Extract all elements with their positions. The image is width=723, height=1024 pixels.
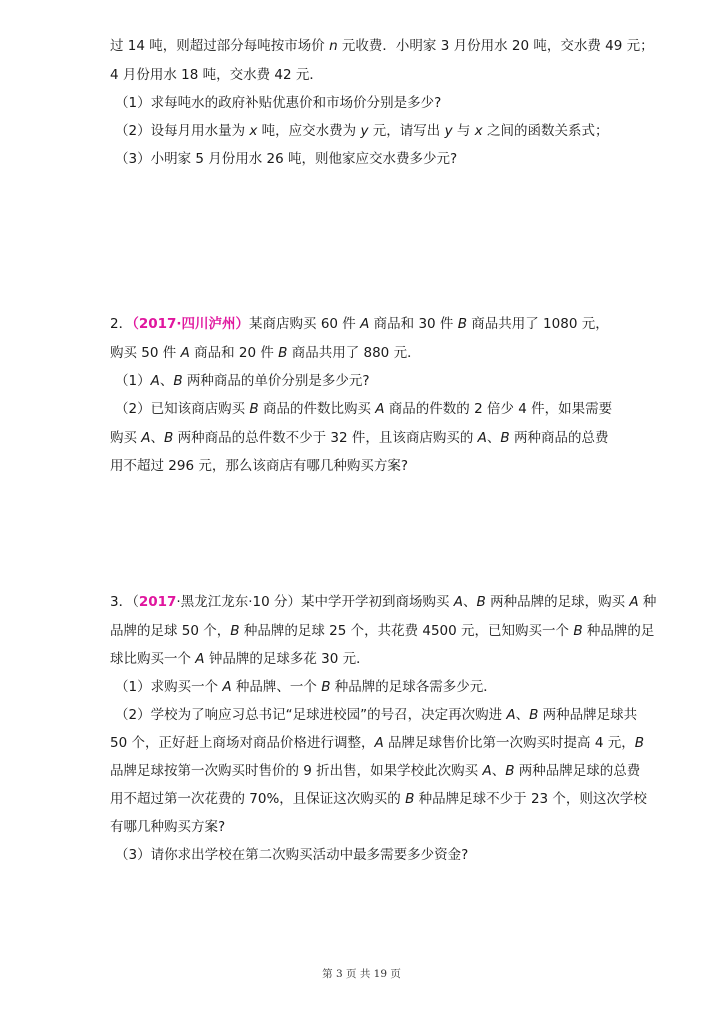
- text: 与: [452, 123, 475, 139]
- text: 种品牌的足: [582, 623, 655, 639]
- question-number: 2．: [110, 316, 133, 332]
- text: 吨，应交水费为: [257, 123, 361, 139]
- source-year: 2017: [138, 594, 177, 610]
- text: 、: [491, 763, 506, 779]
- var-B: B: [164, 430, 174, 446]
- var-B: B: [457, 316, 467, 332]
- q1-line-1: [110, 36, 654, 56]
- var-A: A: [222, 679, 232, 695]
- var-B: B: [321, 679, 331, 695]
- text: 用不超过第一次花费的 70%，且保证这次购买的: [110, 791, 406, 807]
- q1-part-1: （1）求每吨水的政府补贴优惠价和市场价分别是多少?: [115, 95, 442, 111]
- q1-part-2: [115, 121, 623, 141]
- q3-line-2: [110, 621, 655, 641]
- text: （2）已知该商店购买: [115, 401, 250, 417]
- text: （1）求购买一个: [115, 679, 223, 695]
- text: 、: [463, 594, 477, 610]
- text: 种品牌、一个: [231, 679, 322, 695]
- var-n: n: [329, 38, 338, 54]
- q3-part-1: [115, 677, 623, 697]
- text: 品牌足球售价比第一次购买时提高 4 元，: [383, 735, 635, 751]
- var-y: y: [360, 123, 369, 139]
- var-B: B: [500, 430, 510, 446]
- text: 钟品牌的足球多花 30 元．: [204, 651, 370, 667]
- q2-line-7: 用不超过 296 元，那么该商店有哪几种购买方案?: [110, 458, 409, 474]
- var-B: B: [249, 401, 259, 417]
- var-B: B: [278, 345, 288, 361]
- var-A: A: [195, 651, 205, 667]
- var-x: x: [474, 123, 483, 139]
- var-B: B: [476, 594, 486, 610]
- text: 两种品牌足球的总费: [514, 763, 641, 779]
- q1-part-3: （3）小明家 5 月份用水 26 吨，则他家应交水费多少元?: [115, 151, 458, 167]
- text: 商品和 30 件: [369, 316, 458, 332]
- q3-line-9: 有哪几种购买方案?: [110, 819, 226, 835]
- text: 商品的件数的 2 倍少 4 件，如果需要: [384, 401, 613, 417]
- text: 、: [150, 430, 165, 446]
- text: 两种品牌足球共: [538, 707, 638, 723]
- var-y: y: [444, 123, 453, 139]
- q3-part-3: （3）请你求出学校在第二次购买活动中最多需要多少资金?: [115, 847, 469, 863]
- var-x: x: [249, 123, 258, 139]
- var-B: B: [173, 373, 183, 389]
- text: 品牌足球按第一次购买时售价的 9 折出售，如果学校此次购买: [110, 763, 483, 779]
- q3-line-7: [110, 761, 641, 781]
- question-number: 3．: [110, 594, 133, 610]
- text: 过 14 吨，则超过部分每吨按市场价: [110, 38, 330, 54]
- q3-line-6: [110, 733, 644, 753]
- text: 两种商品的单价分别是多少元?: [182, 373, 370, 389]
- text: 、: [486, 430, 501, 446]
- var-A: A: [629, 594, 639, 610]
- var-A: A: [141, 430, 151, 446]
- var-A: A: [482, 763, 492, 779]
- text: 球比购买一个: [110, 651, 196, 667]
- text: 商品共用了 1080 元，: [466, 316, 609, 332]
- text: （2）学校为了响应习总书记“足球进校园”的号召，决定再次购进: [115, 707, 507, 723]
- text: 、: [159, 373, 174, 389]
- text: 、: [515, 707, 530, 723]
- q3-line-3: [110, 649, 623, 669]
- var-A: A: [375, 401, 385, 417]
- text: （: [132, 594, 139, 610]
- source-tag: （2017·四川泸州）: [132, 316, 250, 332]
- text: 品牌的足球 50 个，: [110, 623, 231, 639]
- var-B: B: [529, 707, 539, 723]
- text: 商品共用了 880 元．: [287, 345, 421, 361]
- q2-line-6: [110, 428, 623, 448]
- var-A: A: [360, 316, 370, 332]
- text: 某商店购买 60 件: [249, 316, 361, 332]
- text: 元，请写出: [368, 123, 445, 139]
- var-A: A: [150, 373, 160, 389]
- text: 之间的函数关系式；: [482, 123, 609, 139]
- text: 两种商品的总费: [509, 430, 609, 446]
- var-A: A: [180, 345, 190, 361]
- q2-line-2: [110, 343, 623, 363]
- var-A: A: [374, 735, 384, 751]
- source-tag: ·黑龙江龙东·10 分）: [176, 594, 301, 610]
- q2-line-1: [110, 314, 623, 334]
- q1-line-2: 4 月份用水 18 吨，交水费 42 元．: [110, 67, 323, 83]
- text: 购买 50 件: [110, 345, 181, 361]
- q3-line-1: [110, 592, 657, 612]
- text: （1）: [115, 373, 151, 389]
- var-B: B: [634, 735, 644, 751]
- text: 元收费．小明家 3 月份用水 20 吨，交水费 49 元；: [337, 38, 654, 54]
- text: （2）设每月用水量为: [115, 123, 250, 139]
- text: 商品的件数比购买: [258, 401, 376, 417]
- text: 50 个，正好赶上商场对商品价格进行调整，: [110, 735, 375, 751]
- q2-part-1: [115, 371, 623, 391]
- var-A: A: [506, 707, 516, 723]
- page-footer: 第 3 页 共 19 页: [322, 968, 401, 980]
- q3-part-2: [115, 705, 638, 725]
- var-B: B: [573, 623, 583, 639]
- text: 种: [638, 594, 657, 610]
- text: 购买: [110, 430, 142, 446]
- text: 某中学开学初到商场购买: [300, 594, 454, 610]
- var-A: A: [477, 430, 487, 446]
- var-B: B: [230, 623, 240, 639]
- text: 种品牌的足球 25 个，共花费 4500 元，已知购买一个: [239, 623, 574, 639]
- text: 种品牌的足球各需多少元．: [330, 679, 497, 695]
- var-B: B: [405, 791, 415, 807]
- q2-part-2: [115, 399, 623, 419]
- text: 两种品牌的足球，购买: [485, 594, 630, 610]
- text: 种品牌足球不少于 23 个，则这次学校: [414, 791, 647, 807]
- var-A: A: [453, 594, 464, 610]
- q3-line-8: [110, 789, 647, 809]
- text: 两种商品的总件数不少于 32 件，且该商店购买的: [173, 430, 478, 446]
- text: 商品和 20 件: [189, 345, 279, 361]
- var-B: B: [505, 763, 515, 779]
